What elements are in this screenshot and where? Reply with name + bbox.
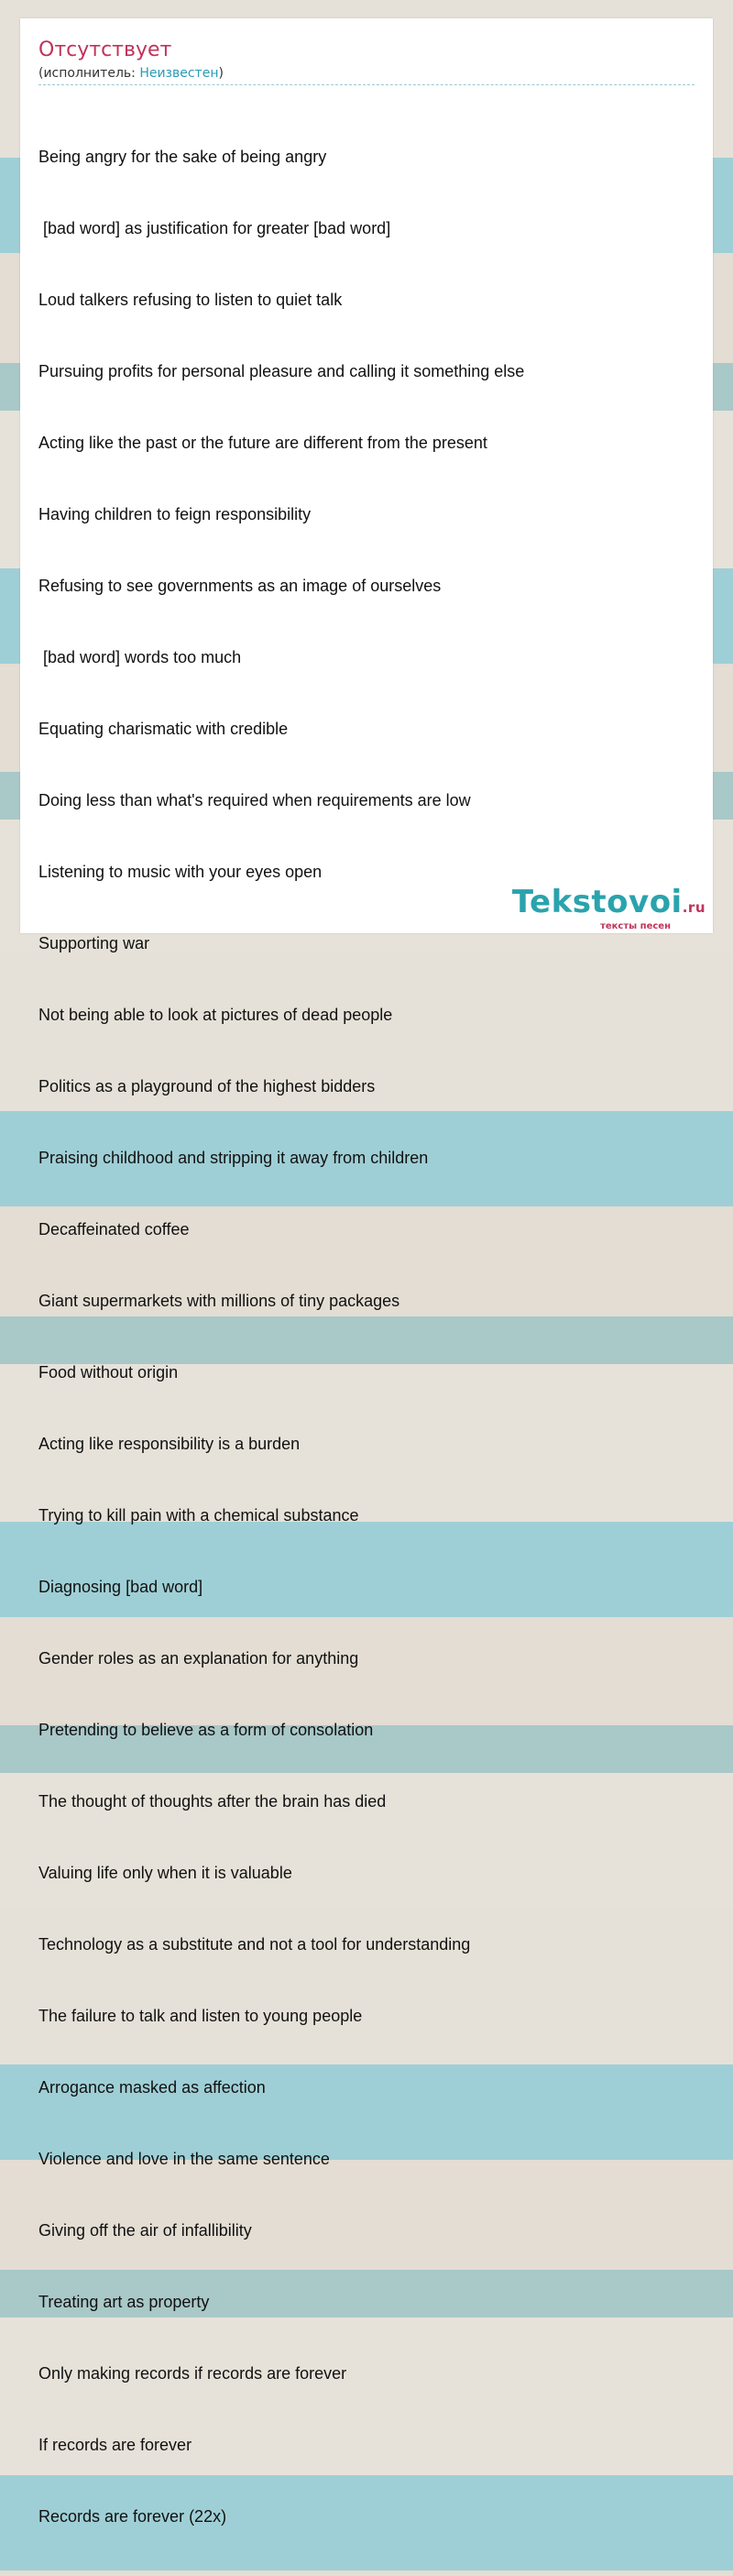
lyric-line: Diagnosing [bad word] xyxy=(38,1578,203,1596)
lyric-line: Acting like the past or the future are different from the present xyxy=(38,434,487,452)
artist-link[interactable]: Неизвестен xyxy=(139,66,219,81)
lyric-line: Only making records if records are forever xyxy=(38,2364,347,2383)
lyric-line: [bad word] words too much xyxy=(38,648,242,666)
lyric-line: Loud talkers refusing to listen to quiet talk xyxy=(38,291,343,309)
lyric-line: Technology as a substitute and not a tool for understanding xyxy=(38,1935,471,1954)
logo-main-text: Tekstovoi xyxy=(511,884,683,920)
lyric-line: Records are forever (22x) xyxy=(38,2507,227,2526)
artist-line xyxy=(38,66,224,81)
lyric-line: Listening to music with your eyes open xyxy=(38,863,323,881)
lyric-line: Decaffeinated coffee xyxy=(38,1220,190,1238)
lyric-line: Having children to feign responsibility xyxy=(38,505,312,523)
lyric-line: Praising childhood and stripping it away from children xyxy=(38,1149,429,1167)
lyric-line: Food without origin xyxy=(38,1363,179,1382)
lyric-line: Equating charismatic with credible xyxy=(38,720,289,738)
lyric-line: Politics as a playground of the highest bidders xyxy=(38,1077,376,1095)
lyric-line: Pursuing profits for personal pleasure and calling it something else xyxy=(38,362,525,380)
lyric-line: Refusing to see governments as an image of ourselves xyxy=(38,577,442,595)
lyric-line: Doing less than what's required when requirements are low xyxy=(38,791,471,809)
lyric-line: Acting like responsibility is a burden xyxy=(38,1435,301,1453)
logo-tld: .ru xyxy=(682,899,706,916)
logo-subtitle: тексты песен xyxy=(600,921,671,931)
lyric-line: Arrogance masked as affection xyxy=(38,2078,266,2097)
artist-suffix: ) xyxy=(218,66,224,81)
lyric-line: The thought of thoughts after the brain has died xyxy=(38,1792,387,1811)
lyric-line: Gender roles as an explanation for anything xyxy=(38,1649,359,1668)
site-logo[interactable] xyxy=(512,886,706,931)
lyric-line: If records are forever xyxy=(38,2436,192,2454)
lyric-line: Giant supermarkets with millions of tiny packages xyxy=(38,1292,400,1310)
lyric-line: Treating art as property xyxy=(38,2293,210,2311)
artist-prefix: (исполнитель: xyxy=(38,66,140,81)
song-title: Отсутствует xyxy=(38,39,172,61)
logo-wordmark xyxy=(512,886,706,923)
lyric-line: Valuing life only when it is valuable xyxy=(38,1864,292,1882)
lyrics-card xyxy=(20,18,713,2526)
lyric-line: Not being able to look at pictures of dead people xyxy=(38,1006,393,1024)
lyric-line: Pretending to believe as a form of consolation xyxy=(38,1721,374,1739)
lyrics-text xyxy=(38,97,680,2576)
lyric-line: Violence and love in the same sentence xyxy=(38,2150,330,2168)
lyric-line: Trying to kill pain with a chemical substance xyxy=(38,1506,359,1525)
lyric-line: Being angry for the sake of being angry xyxy=(38,148,327,166)
lyric-line: Supporting war xyxy=(38,934,150,952)
title-divider xyxy=(38,84,695,85)
lyric-line: Giving off the air of infallibility xyxy=(38,2221,252,2240)
lyric-line: [bad word] as justification for greater [bad word] xyxy=(38,219,391,237)
lyric-line: The failure to talk and listen to young people xyxy=(38,2007,363,2025)
